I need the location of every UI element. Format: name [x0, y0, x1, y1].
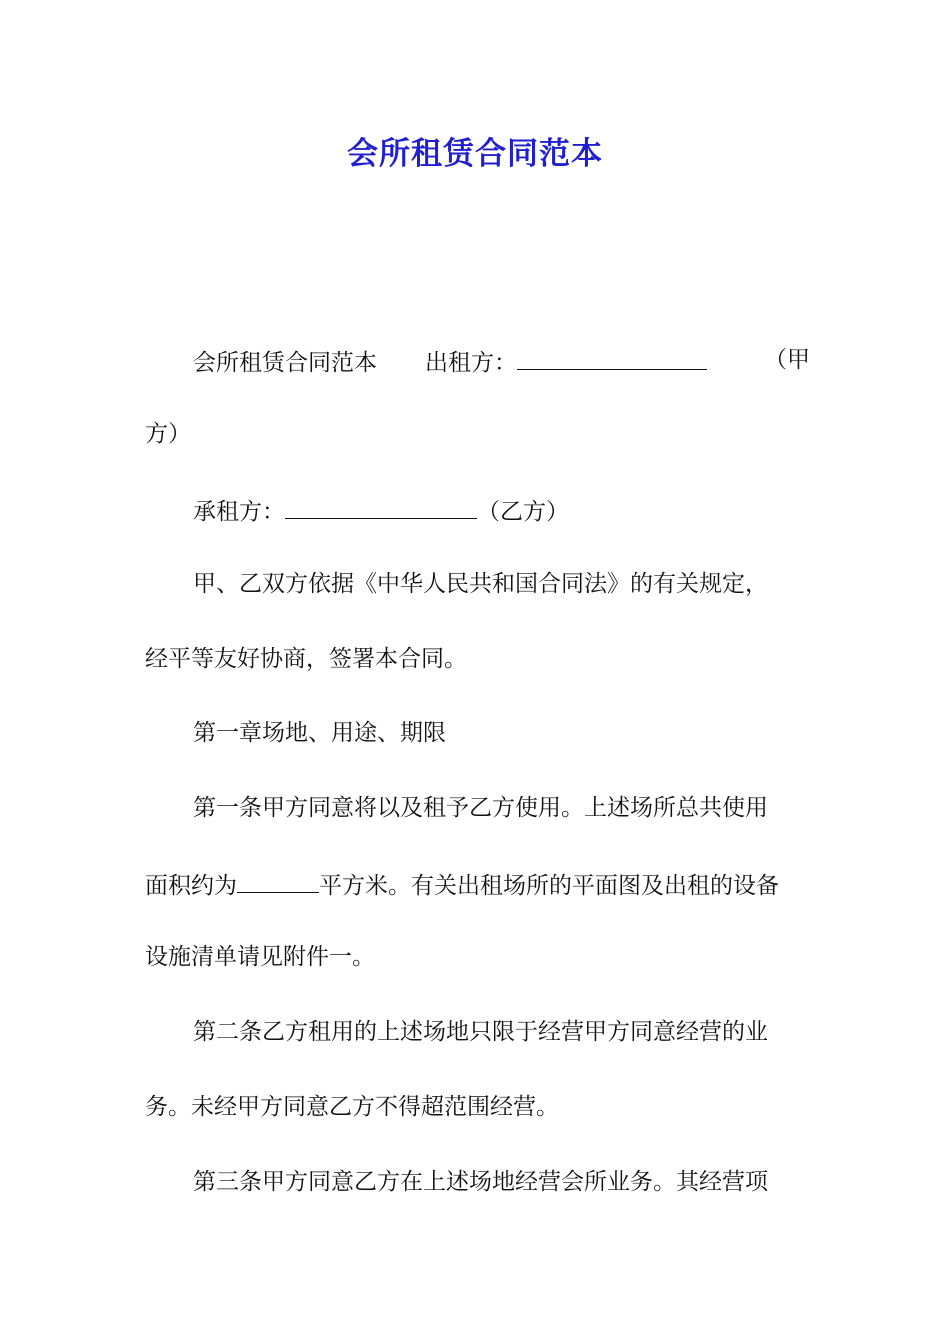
article-1-line-2: 面积约为 平方米。有关出租场所的平面图及出租的设备: [145, 868, 810, 901]
preamble-line-1: 甲、乙双方依据《中华人民共和国合同法》的有关规定，: [193, 571, 768, 597]
contract-heading-text: 会所租赁合同范本: [193, 350, 377, 376]
lessor-blank: [517, 345, 707, 370]
article-1-line-1: 第一条甲方同意将以及租予乙方使用。上述场所总共使用: [193, 795, 768, 821]
area-blank: [237, 868, 319, 893]
article-1-line-3: 设施清单请见附件一。: [145, 944, 375, 970]
paragraph-parties-line: [145, 345, 810, 378]
chapter-heading: 第一章场地、用途、期限: [193, 720, 446, 746]
lessee-line: [145, 494, 810, 527]
lessee-blank: [285, 494, 477, 519]
lessee-label: 承租方：: [193, 499, 285, 525]
party-a-suffix: （甲: [764, 347, 810, 373]
party-b-suffix: （乙方）: [477, 499, 569, 525]
document-title: 会所租赁合同范本: [347, 136, 603, 172]
lessor-label: 出租方：: [425, 350, 517, 376]
preamble-line-2: 经平等友好协商，签署本合同。: [145, 646, 467, 672]
article-3-line-1: 第三条甲方同意乙方在上述场地经营会所业务。其经营项: [193, 1169, 768, 1195]
article-2-line-2: 务。未经甲方同意乙方不得超范围经营。: [145, 1094, 559, 1120]
article-2-line-1: 第二条乙方租用的上述场地只限于经营甲方同意经营的业: [193, 1019, 768, 1045]
party-a-suffix-cont: 方）: [145, 421, 191, 447]
